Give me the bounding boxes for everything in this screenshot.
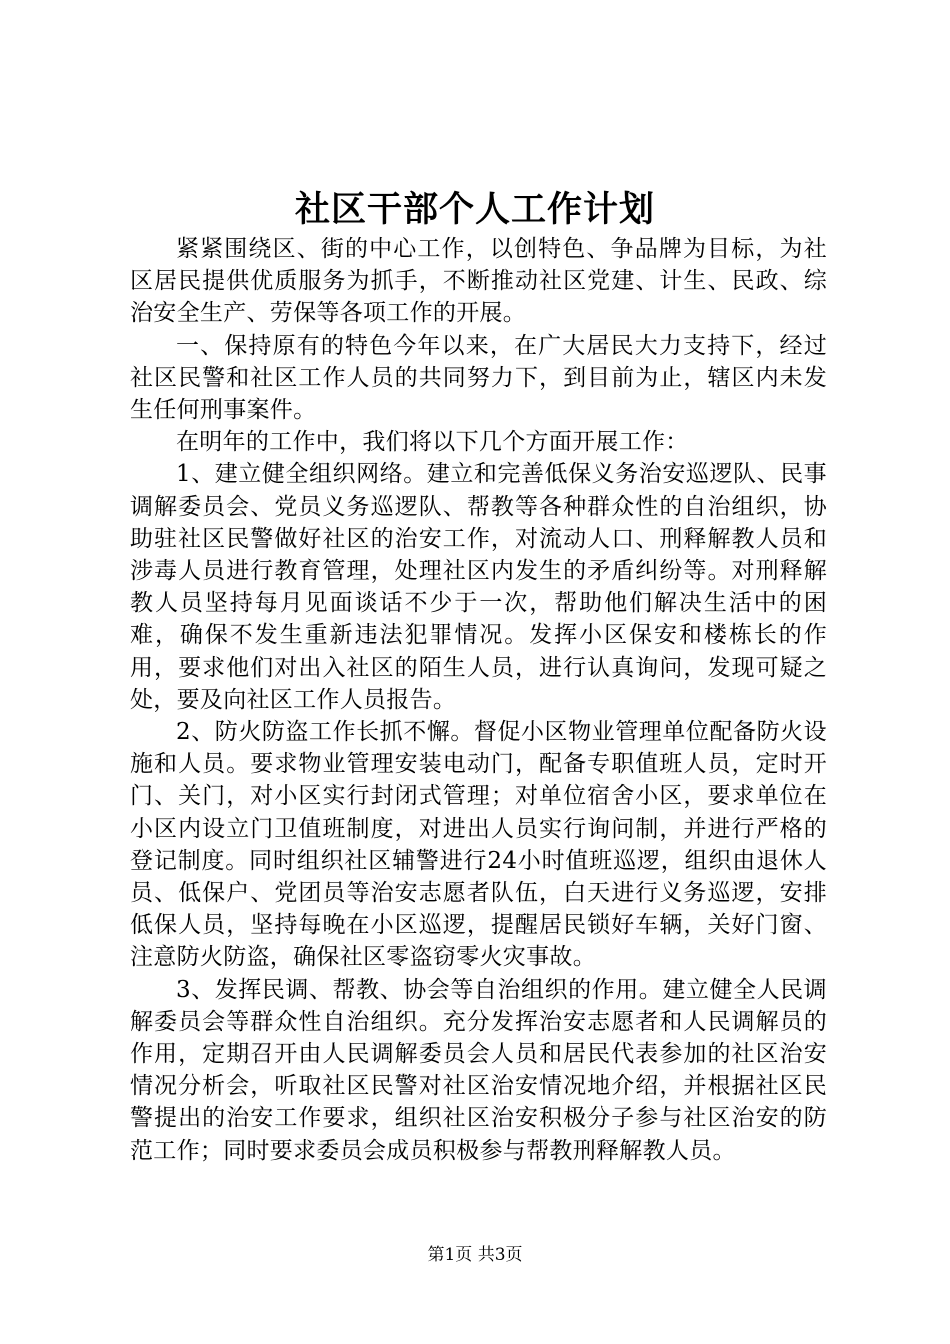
document-title: 社区干部个人工作计划	[294, 189, 655, 230]
paragraph-item-1: 1、建立健全组织网络。建立和完善低保义务治安巡逻队、民事调解委员会、党员义务巡逻队、帮教等各种群众性的自治组织，协助驻社区民警做好社区的治安工作，对流动人口、刑释解教人员和涉毒人员进行教育管理，处理社区内发生的矛盾纠纷等。对刑释解教人员坚持每月见面谈话不少于一次，帮助他们解决生活中的困难，确保不发生重新违法犯罪情况。发挥小区保安和楼栋长的作用，要求他们对出入社区的陌生人员，进行认真询问，发现可疑之处，要及向社区工作人员报告。	[130, 461, 827, 713]
paragraph-intro: 紧紧围绕区、街的中心工作，以创特色、争品牌为目标，为社区居民提供优质服务为抓手，不断推动社区党建、计生、民政、综治安全生产、劳保等各项工作的开展。	[130, 236, 827, 327]
paragraph-item-2: 2、防火防盗工作长抓不懈。督促小区物业管理单位配备防火设施和人员。要求物业管理安装电动门，配备专职值班人员，定时开门、关门，对小区实行封闭式管理；对单位宿舍小区，要求单位在小区内设立门卫值班制度，对进出人员实行询问制，并进行严格的登记制度。同时组织社区辅警进行24小时值班巡逻，组织由退休人员、低保户、党团员等治安志愿者队伍，白天进行义务巡逻，安排低保人员，坚持每晚在小区巡逻，提醒居民锁好车辆，关好门窗、注意防火防盗，确保社区零盗窃零火灾事故。	[130, 719, 827, 971]
page-footer: 第1页 共3页	[427, 1245, 523, 1265]
paragraph-plan-lead: 在明年的工作中，我们将以下几个方面开展工作：	[176, 429, 689, 456]
paragraph-section-one: 一、保持原有的特色今年以来，在广大居民大力支持下，经过社区民警和社区工作人员的共同努力下，到目前为止，辖区内未发生任何刑事案件。	[130, 332, 827, 424]
document-body	[130, 233, 827, 1167]
paragraph-item-3: 3、发挥民调、帮教、协会等自治组织的作用。建立健全人民调解委员会等群众性自治组织。充分发挥治安志愿者和人民调解员的作用，定期召开由人民调解委员会人员和居民代表参加的社区治安情况分析会，听取社区民警对社区治安情况地介绍，并根据社区民警提出的治安工作要求，组织社区治安积极分子参与社区治安的防范工作；同时要求委员会成员积极参与帮教刑释解教人员。	[130, 976, 827, 1164]
